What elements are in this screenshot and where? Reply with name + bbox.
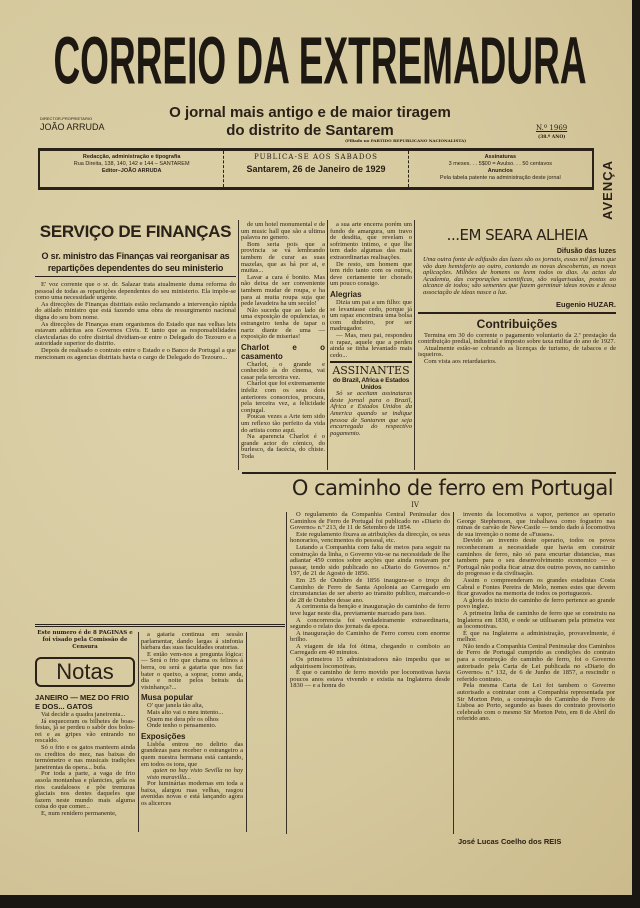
director-label: DIRECTOR-PROPRIETARIO — [40, 116, 93, 121]
poem-line: Onde tenho o pensamento. — [147, 722, 217, 730]
paragraph: Charlot que foi extremamente infeliz com os seus dois anteriores consorcios, procura, pela terceira vez, a felicidade conjugal. — [241, 380, 325, 414]
paragraph: Já esqueceram os bilhetes de boas-festas, já se perdeu o sabôr dos bolos-rei e as gripes vão entrando no rescaldo. — [35, 717, 135, 745]
poem-line: O' que janela tão alta, — [147, 702, 204, 710]
caminho-author: José Lucas Coelho dos REIS — [458, 837, 562, 846]
paragraph: A inauguração do Caminho de Ferro correu com enorme brilho. — [290, 629, 450, 644]
paragraph: Assim o compreenderam os grandes estadistas Costa Cabral e Fontes Pereira de Melo, nomes estes que devem ficar gravados na memoria de todos os portuguezes. — [457, 576, 615, 598]
middle-column — [241, 222, 325, 461]
paragraph: Em 25 de Outubro de 1856 inaugura-se o troço do Caminho de Ferro de Santa Apolonia ao Carregado em circunstancias de ser aberto ao transito publico, marcando-o de 28 de Outubro desse ano. — [290, 576, 450, 604]
column-rule — [414, 220, 415, 470]
paragraph: Pela mesma Carta de Lei foi tambem o Governo autorisado a contratar com a Companhia representada por Sir Morton Peto, a construção do Caminho de Ferro de Lisboa ao Porto, segundo as bases do contrato provisorio celebrado com o mesmo Sir Morton Peto, em 8 de Abril do referido ano. — [457, 682, 615, 723]
poem-line: Mais alto vai o meu intento... — [147, 708, 224, 716]
paragraph: E' voz corrente que o sr. dr. Salazar trata atualmente duma reforma do pessoal de todas as repartições dependentes do seu ministerio. Ela impõe-se como uma necessidade urgente. — [35, 281, 236, 302]
address: Rua Direita, 138, 140, 142 e 144 – SANTAREM — [73, 161, 190, 167]
paragraph: As direcções de Finanças distritais estão reclamando a intervenção rápida do atilado ministro que está fazendo uma obra de ressurgimento nacional digna do seu bom nome. — [35, 300, 236, 321]
ads-text: Pela tabela patente na administração deste jornal — [439, 175, 561, 181]
notas-column — [35, 630, 135, 818]
paragraph: Na aparencia Charlot é o grande actor do cómico, do burlesco, da facécia, do chiste. Toda — [241, 433, 325, 460]
director-name: JOÃO ARRUDA — [40, 122, 105, 132]
paragraph: Lavar a cara é bonito. Mas não deixa de ser conveniente tambem mudar de roupa, e ha para ai muita roupa suja que pede lavadeira ha um seculo! — [241, 273, 325, 308]
part-number: IV — [411, 501, 419, 509]
assinantes-text: Só se aceitam assinaturas deste jornal para o Brazil, Africa e Estados Unidos da America quando se indique pessoa de Santarem que seja encarregada do respectivo pagamento. — [330, 390, 412, 437]
paragraph: O regulamento da Companhia Central Peninsular dos Caminhos de Ferro de Portugal foi publicado no «Diario do Governo» n.º 213, de 11 de Setembro de 1854. — [290, 511, 450, 532]
subtitle-line-2: do distrito de Santarem — [226, 122, 394, 139]
seara-article — [418, 226, 616, 366]
paragraph: A cerimonia da benção e inauguração do caminho de ferro teve lugar neste dia, previamente marcado para isso. — [290, 603, 450, 617]
caminho-title: O caminho de ferro em Portugal — [291, 476, 614, 500]
paragraph: de um hotel monumental e de um music hall que são a ultima palavra no genero. — [241, 221, 325, 242]
paragraph: Lisbôa entrou no delirio das grandezas para receber o estrangeiro a quem nuestra hermana está cantando, em todos os tons, que — [141, 740, 243, 768]
column-rule — [453, 512, 454, 834]
seara-subtitle: Difusão das luzes — [556, 248, 616, 255]
paragraph: E, num renidero permanente, — [41, 809, 117, 817]
paragraph: Não tendo a Companhia Central Peninsular dos Caminhos de Ferro de Portugal cumprido as condições do contrato para a construção do caminho de ferro, foi o Governo autorisado pela Carta de Lei publicada no «Diario do Governo» n.º 132, de 6 de Junho de 1857, a rescindir o referido contrato. — [457, 642, 615, 683]
issue-date: Santarem, 26 de Janeiro de 1929 — [246, 164, 386, 174]
ads-title: Anuncios — [487, 168, 513, 174]
alegrias-title: Alegrias — [330, 289, 362, 299]
paragraph: Não suceda que ao lado de uma exposição de opulencias, o estrangeiro tenha de tapar o nariz diante de uma — exposição de miserias! — [241, 306, 325, 341]
column-rule — [238, 220, 239, 470]
contribuicoes-title: Contribuições — [476, 316, 558, 331]
column-rule — [286, 512, 287, 834]
paragraph: Dizia um pai a um filho: que se levantasse cedo, porque já um rapaz encontrara uma bolsa com dinheiro, por ser madrugador. — [330, 298, 412, 333]
paragraph: a sua arte encerra porém um fundo de amargura, um travo de desdita, que revelam o sofrimento intimo, e que lhe tem dado algumas das mais extraordinarias realisações. — [330, 221, 412, 261]
column-rule — [327, 220, 328, 470]
column-rule — [246, 632, 247, 832]
paragraph: Os primeiros 15 administradores não impediu que se adquirissem locomotivas. — [290, 656, 450, 670]
paragraph: A primeira linha de caminho de ferro que se construiu na Inglaterra em 1830, e onde se utilisaram pela primeira vez as locomotivas. — [457, 609, 615, 631]
info-publication — [223, 151, 407, 187]
editor: Editor–JOÃO ARRUDA — [101, 168, 162, 174]
avenca-stamp: AVENÇA — [600, 160, 615, 220]
paragraph: Bom seria pois que a provincia se vá lembrando tambem de curar as suas mazelas, que as há por ai, e muitas... — [241, 240, 325, 275]
paragraph: As direcções de Finanças eram organismos do Estado que nas velhas leis estavam adstritas aos Governos Civis. E tanto que as responsabilidades clavicularias do cofre distrital dividiam-se entre o Delegado do Tezouro e a autoridade superior do distrito. — [35, 320, 236, 348]
redaccao-title: Redacção, administração e tipografia — [82, 154, 181, 160]
financas-article — [35, 222, 236, 361]
paragraph: Por luminárias modernas em toda a baixa, alargou ruas velhas, rasgou avenidas novas e está lançando agora os alicerces — [141, 780, 243, 808]
section-rule — [242, 472, 616, 474]
issue-number: N.º 1969 — [536, 124, 568, 132]
paragraph: A gloria do inicio do caminho de ferro pertence ao grande povo inglez. — [457, 596, 615, 611]
paragraph: Charlot, o grande e conhecido ás do cinema, vai casar pela terceira vez. — [241, 360, 325, 381]
notas-column-2 — [141, 632, 243, 808]
paragraph: Termina em 30 do corrente o pagamento voluntario da 2.ª prestação da contribuição predial, industrial e imposto sobre taxa militar do ano de 1927. — [418, 331, 616, 346]
paragraph: A viagem de ida foi ótima, chegando o comboio ao Carregado em 40 minutos. — [290, 642, 450, 657]
financas-title: SERVIÇO DE FINANÇAS — [39, 222, 232, 241]
column-rule — [138, 632, 139, 832]
year: (38.º ANO) — [538, 135, 566, 140]
info-redaccao — [40, 151, 223, 187]
affiliation: (Filiado no PARTIDO REPUBLICANO NACIONALISTA) — [345, 138, 467, 143]
info-subscriptions — [408, 151, 592, 187]
paragraph: — Mas, meu pai, respondeu o rapaz, aquele que a perdeu ainda se tinha levantado mais cedo... — [330, 331, 412, 359]
paragraph: Poucas vezes a Arte tem sido um reflexo tão perfeito da vida do artista como aqui. — [241, 413, 325, 434]
assinantes-subtitle: do Brazil, Africa e Estados Unidos — [332, 377, 410, 392]
paragraph: Devido ao invento deste operario, todos os povos reconheceram a necessidade que havia em construir caminhos de ferro, não só para encurtar distancias, mas tambem para o seu desenvolvimento economico — e Portugal não podia ficar atraz dos outros povos, no caminho do progresso e da civilisação. — [457, 537, 615, 578]
paragraph: Depois de realisado o contrato entre o Estado e o Banco de Portugal a que mencionam os agencias distritais havia o cargo de Delegado do Tezouro... — [35, 346, 236, 361]
caminho-col-1 — [290, 512, 450, 690]
paragraph: Este regulamento fixava as atribuições da direcção, os seus honorarios, vencimentos do pessoal, etc. — [290, 530, 450, 545]
quote: quien no hay visto Sevilla no hay visto maravilla... — [147, 767, 243, 781]
seara-author: Eugenio HUZAR. — [556, 299, 616, 309]
paragraph: De resto, um homem que tem rido tanto com os outros, deve certamente ter chorado um pouco consigo. — [330, 260, 412, 288]
paragraph: Só o frio e os gatos manteem ainda os creditos do mez, nas baixas do termómetro e nas musicais tradições janeirentas da opera... bufa. — [35, 743, 135, 771]
musa-title: Musa popular — [141, 693, 194, 703]
assinantes-title: ASSINANTES — [332, 364, 410, 378]
subs-prices: 3 meses. . . 5$00 = Avulso. . . 50 centavos — [448, 161, 553, 167]
paragraph: É que o caminho de ferro movido por locomotivas havia poucos anos estava vivendo e existia na Inglaterra desde 1830 — e a honra do — [290, 669, 450, 690]
paragraph: Atualmente estão-se cobrando as licenças de turismo, de tabacos e de isqueiros. — [418, 344, 616, 359]
section-rule — [35, 624, 285, 627]
paragraph: A concorrencia foi verdadeiramente extraordinaria, segundo o relato dos jornais da epoca. — [290, 616, 450, 631]
caminho-col-2 — [457, 512, 615, 723]
paragraph: Vai decidir a quadra janeirenta... — [41, 711, 126, 718]
masthead-subtitle — [100, 104, 520, 140]
middle-column-2 — [330, 222, 412, 437]
paragraph: Lutando a Companhia com falta de meios para seguir na construção da linha, o Governo viu-se na necessidade de lhe adiantar 459 contos sobre acções que ainda restavam por passar, tendo sido publicado no «Diario do Governo» n.º 197, de 21 de Agosto de 1856. — [290, 543, 450, 578]
info-bar — [38, 148, 594, 190]
paragraph: invento da locomotiva a vapor, pertence ao operario George Stephenson, que trabalhava como fogueiro nas minas de carvão de New-Castle — tendo dado á locomotiva de sua invenção o nome de «Fusses». — [457, 511, 615, 538]
paragraph: E então vem-nos a pregunta lógica: — Será o frio que chama os felinos á berra, ou será a gataria que nos faz bater o queixo, a soprar, como anda, dia e noite pelos beirais da visinhança?... — [141, 650, 243, 691]
charlot-title: Charlot e o casamento — [241, 342, 325, 361]
subs-title: Assinaturas — [484, 154, 517, 160]
seara-text: Uma outra fonte de edifusão das luzes são os jornais, essas mil famas que vão dum hemisferio ao outro, contando as novas descobertas, as novas aplicações. Milhões de homens os leem todos os dias. As actas da Academia, das corporações scientificas, são vulgarisadas, postas ao alcance de todos; são sementes que fazem germinar ideas novas e dessa associação de ideas nasce a luz. — [423, 256, 616, 296]
poem — [141, 703, 243, 729]
financas-subtitle: O sr. ministro das Finanças vai reorganisar as repartições dependentes do seu ministerio — [35, 250, 236, 277]
exposicoes-title: Exposições — [141, 731, 186, 741]
seara-title: ...EM SEARA ALHEIA — [446, 226, 588, 244]
subtitle-line-1: O jornal mais antigo e de maior tiragem — [169, 104, 451, 121]
poem-line: Quem me dera pôr os olhos — [147, 715, 219, 723]
paragraph: Por toda a parte, a vaga de frio assola montanhas e planicies, gela os rios caudalosos e põe tremuras glaciais nos dentes daqueles que fazem neste mundo mais alguma coisa do que comer... — [35, 770, 135, 811]
paragraph: É que na Inglaterra a administração, provavelmente, é melhor. — [457, 629, 615, 644]
notas-title: Notas — [35, 657, 135, 687]
paragraph: a gataria continua em sessão parlamentar, dando largas á sinfonia bárbara das suas faculdades oratorias. — [141, 631, 243, 652]
censura-notice: Este numero é de 8 PAGINAS e foi visado pela Comissão de Censura — [37, 630, 133, 650]
masthead-title: CORREIO DA EXTREMADURA — [53, 24, 587, 99]
paragraph: Com vista aos retardatarios. — [424, 357, 497, 365]
publish-days: PUBLICA-SE AOS SABADOS — [254, 153, 378, 161]
janeiro-title: JANEIRO — MEZ DO FRIO E DOS... GATOS — [35, 693, 130, 711]
